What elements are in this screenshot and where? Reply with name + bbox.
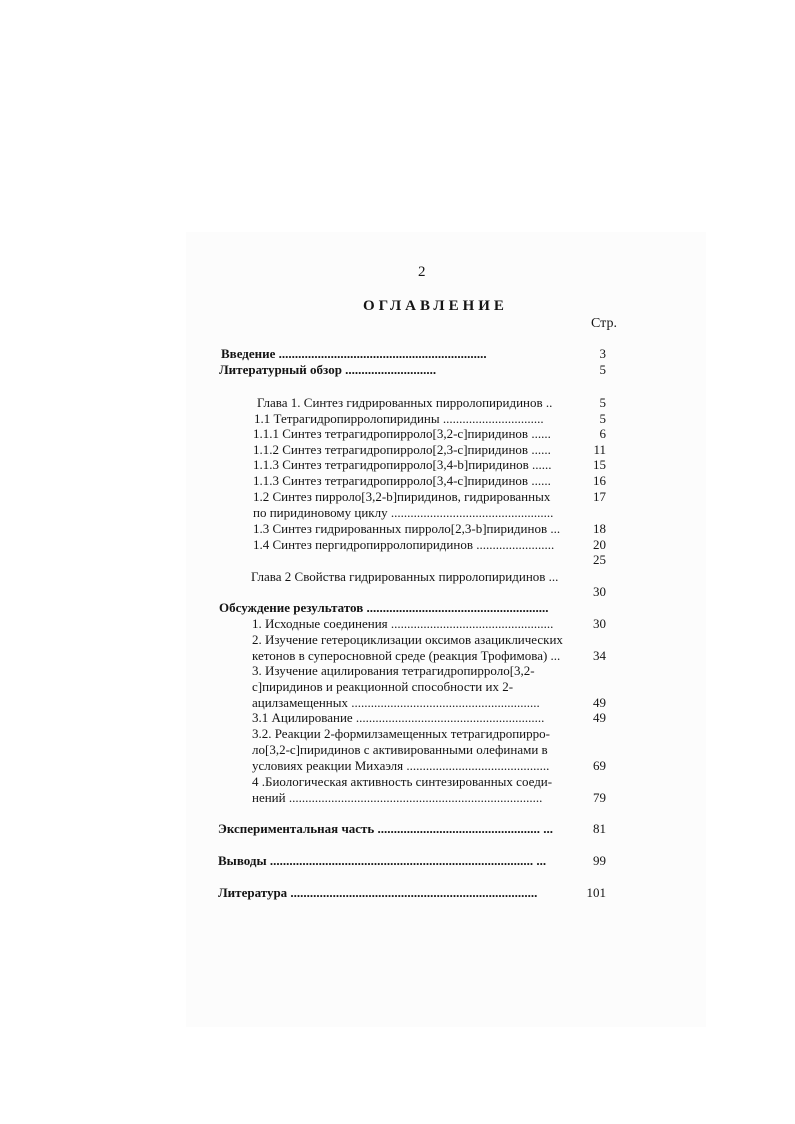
toc-line-page: 49 [593,695,606,710]
toc-line-page: 30 [593,584,606,599]
toc-line-text: Глава 2 Свойства гидрированных пирролопиридинов ... [251,569,559,584]
toc-line [0,710,795,726]
toc-line [0,569,795,585]
toc-line [0,537,795,553]
toc-line [0,505,795,521]
toc-line-page: 5 [599,395,606,410]
toc-line [0,489,795,505]
toc-line-text: Экспериментальная часть .................................................. ... [218,821,554,836]
toc-line [0,616,795,632]
toc-line-text: 1.1.3 Синтез тетрагидропирроло[3,4-b]пиридинов ...... [253,457,552,472]
toc-line-text: условиях реакции Михаэля ............................................ [252,758,550,773]
toc-line-text: 1.1.1 Синтез тетрагидропирроло[3,2-c]пиридинов ...... [253,426,551,441]
toc-line-page: 79 [593,790,606,805]
toc-line-page: 11 [593,442,606,457]
toc-line [0,521,795,537]
toc-line [0,411,795,427]
toc-line-text: c]пиридинов и реакционной способности их 2- [252,679,514,694]
toc-line [0,695,795,711]
toc-line-page: 34 [593,648,606,663]
toc-line [0,346,795,362]
toc-line-text: 1.4 Синтез пергидропирролопиридинов ........................ [253,537,555,552]
toc-line [0,473,795,489]
toc-line [0,457,795,473]
toc-line-text: Введение ................................................................ [221,346,487,361]
toc-title: ОГЛАВЛЕНИЕ [363,298,508,314]
toc-line [0,552,795,568]
toc-line-page: 3 [599,346,606,361]
toc-line [0,742,795,758]
toc-line [0,632,795,648]
toc-line [0,790,795,806]
toc-line-text: 1.1.3 Синтез тетрагидропирроло[3,4-c]пиридинов ...... [253,473,551,488]
toc-line [0,679,795,695]
toc-line-text: 3. Изучение ацилирования тетрагидропирроло[3,2- [252,663,535,678]
toc-line [0,584,795,600]
toc-line-text: 3.2. Реакции 2-формилзамещенных тетрагидропирро- [252,726,550,741]
toc-line-page: 49 [593,710,606,725]
toc-line-text: 1. Исходные соединения .................................................. [252,616,554,631]
toc-line-page: 17 [593,489,606,504]
page-number: 2 [418,264,426,280]
toc-line-page: 99 [593,853,606,868]
toc-line [0,648,795,664]
toc-line-page: 6 [599,426,606,441]
toc-line-page: 101 [586,885,606,900]
toc-line-page: 30 [593,616,606,631]
toc-line-page: 15 [593,457,606,472]
toc-line [0,426,795,442]
toc-line-text: ацилзамещенных .......................................................... [252,695,540,710]
toc-line [0,885,795,901]
toc-line-text: 1.3 Синтез гидрированных пирроло[2,3-b]пиридинов ... [253,521,561,536]
toc-line-page: 5 [599,362,606,377]
toc-line-text: 1.1 Тетрагидропирролопиридины ............................... [254,411,544,426]
toc-line [0,663,795,679]
toc-line-page: 18 [593,521,606,536]
toc-line-page: 5 [599,411,606,426]
toc-line-text: нений .............................................................................. [252,790,543,805]
toc-line-page: 20 [593,537,606,552]
toc-line-text: 1.1.2 Синтез тетрагидропирроло[2,3-c]пиридинов ...... [253,442,551,457]
toc-line [0,758,795,774]
page-column-label: Стр. [591,316,617,331]
toc-line-text: Обсуждение результатов ........................................................ [219,600,549,615]
toc-line-text: 1.2 Синтез пирроло[3,2-b]пиридинов, гидрированных [253,489,551,504]
toc-line-page: 81 [593,821,606,836]
toc-line-page: 69 [593,758,606,773]
toc-line [0,774,795,790]
toc-line-text: 2. Изучение гетероциклизации оксимов азациклических [252,632,563,647]
toc-line [0,600,795,616]
toc-line [0,726,795,742]
toc-line [0,821,795,837]
toc-line-text: Глава 1. Синтез гидрированных пирролопиридинов .. [257,395,553,410]
toc-line [0,395,795,411]
toc-line-text: ло[3,2-c]пиридинов с активированными олефинами в [252,742,548,757]
toc-line-text: Выводы ................................................................................. ... [218,853,547,868]
toc-line [0,442,795,458]
toc-line [0,853,795,869]
toc-line-text: кетонов в суперосновной среде (реакция Трофимова) ... [252,648,561,663]
toc-line-text: по пиридиновому циклу .................................................. [253,505,554,520]
toc-line [0,362,795,378]
toc-line-text: 3.1 Ацилирование .......................................................... [252,710,545,725]
toc-line-page: 25 [593,552,606,567]
toc-line-text: 4 .Биологическая активность синтезированных соеди- [252,774,553,789]
toc-line-text: Литература ............................................................................ [218,885,538,900]
toc-line-page: 16 [593,473,606,488]
toc-line-text: Литературный обзор ............................ [219,362,437,377]
